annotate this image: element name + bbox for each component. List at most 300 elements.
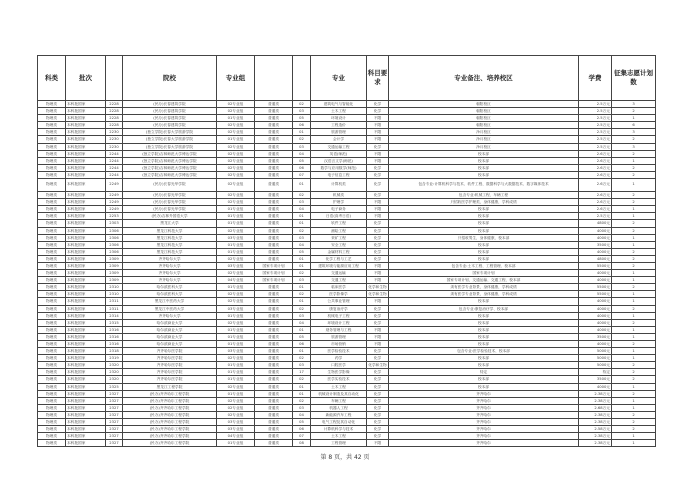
cell-major: 计算机类 bbox=[311, 179, 367, 192]
cell-major-group: 01专业组 bbox=[217, 333, 255, 340]
cell-school-code: 2306 bbox=[106, 227, 123, 234]
cell-school: 黑龙江科技大学 bbox=[123, 227, 217, 234]
table-row bbox=[38, 220, 656, 227]
cell-major-group: 01专业组 bbox=[217, 390, 255, 397]
cell-subject-requirement: 化学和生物 bbox=[368, 363, 387, 368]
cell-major-type: 普通类 bbox=[255, 312, 293, 319]
cell-major-type: 普通类 bbox=[255, 397, 293, 404]
cell-major-code: 07 bbox=[293, 433, 311, 440]
cell-major-notes: 校本部 bbox=[389, 171, 579, 178]
cell-school: (独立学院)吉林师范大学博达学院 bbox=[123, 171, 217, 178]
table-row bbox=[38, 234, 656, 241]
cell-school-code: 2320 bbox=[106, 362, 123, 369]
cell-subject-type: 物理类 bbox=[38, 136, 66, 143]
cell-major: 市场营销 bbox=[311, 341, 367, 348]
cell-school-code: 2228 bbox=[106, 101, 123, 108]
table-row bbox=[38, 383, 656, 390]
cell-subject-type: 物理类 bbox=[38, 319, 66, 326]
cell-batch: 本科批国家 bbox=[66, 115, 106, 122]
cell-batch: 本科批国家 bbox=[66, 390, 106, 397]
table-row bbox=[38, 277, 656, 284]
cell-school: 齐齐哈尔医学院 bbox=[123, 369, 217, 376]
header-major-code bbox=[293, 56, 311, 101]
cell-major-code: 01 bbox=[293, 348, 311, 355]
cell-batch: 本科批国家 bbox=[66, 122, 106, 129]
cell-major-group: 03专业组 bbox=[217, 234, 255, 241]
cell-major-code: 02 bbox=[293, 227, 311, 234]
header-tuition: 学费 bbox=[579, 56, 612, 101]
cell-major: 土木工程 bbox=[311, 383, 367, 390]
cell-batch: 本科批国家 bbox=[66, 291, 106, 298]
cell-major-type: 普通类 bbox=[255, 108, 293, 115]
cell-major-code: 03 bbox=[293, 362, 311, 369]
cell-plan-count: 1 bbox=[612, 404, 656, 411]
cell-major-code: 01 bbox=[293, 298, 311, 305]
cell-major-group: 02专业组 bbox=[217, 143, 255, 150]
cell-major-notes: 国家专项计划 bbox=[389, 270, 579, 277]
cell-major-code: 01 bbox=[293, 390, 311, 397]
cell-school: 黑龙江中医药大学 bbox=[123, 298, 217, 305]
cell-major-group: 02专业组 bbox=[217, 255, 255, 262]
cell-subject-requirement: 化学 bbox=[367, 319, 389, 326]
cell-school: (民办)长春建筑学院 bbox=[123, 101, 217, 108]
cell-batch: 本科批国家 bbox=[66, 157, 106, 164]
cell-major-group: 01专业组 bbox=[217, 248, 255, 255]
cell-plan-count: 3 bbox=[612, 129, 656, 136]
cell-major-type: 普通类 bbox=[255, 333, 293, 340]
cell-tuition: 4000元 bbox=[579, 277, 612, 284]
cell-plan-count: 1 bbox=[612, 326, 656, 333]
cell-major-notes: 包含专业:康复治疗学、校本部 bbox=[389, 305, 579, 312]
cell-tuition: 2.38万元 bbox=[579, 411, 612, 418]
cell-batch: 本科批国家 bbox=[66, 150, 106, 157]
cell-subject-type: 物理类 bbox=[38, 255, 66, 262]
cell-subject-requirement: 不限 bbox=[367, 199, 389, 206]
cell-subject-requirement: 不限 bbox=[367, 206, 389, 213]
cell-major-group: 01专业组 bbox=[217, 220, 255, 227]
cell-school-code: 2228 bbox=[106, 115, 123, 122]
cell-tuition: 4800元 bbox=[579, 255, 612, 262]
cell-subject-requirement: 化学 bbox=[367, 108, 389, 115]
cell-school-code: 2249 bbox=[106, 179, 123, 192]
cell-major-group: 01专业组 bbox=[217, 376, 255, 383]
cell-major-type: 普通类 bbox=[255, 122, 293, 129]
cell-school: (民办)齐齐哈尔工程学院 bbox=[123, 411, 217, 418]
cell-school-code: 2230 bbox=[106, 129, 123, 136]
cell-major: 财务管理与工程 bbox=[311, 326, 367, 333]
cell-subject-requirement: 化学 bbox=[367, 305, 389, 312]
cell-major-type: 普通类 bbox=[255, 255, 293, 262]
table-row bbox=[38, 262, 656, 269]
cell-major-group: 03专业组 bbox=[217, 348, 255, 355]
cell-major-group: 02专业组 bbox=[217, 404, 255, 411]
cell-school-code: 2316 bbox=[106, 341, 123, 348]
cell-major-notes: 校本部 bbox=[389, 312, 579, 319]
cell-plan-count: 1 bbox=[612, 291, 656, 298]
cell-subject-requirement: 化学 bbox=[367, 101, 389, 108]
cell-school: (独立学院)吉林师范大学博达学院 bbox=[123, 164, 217, 171]
cell-subject-requirement: 化学 bbox=[367, 248, 389, 255]
cell-major-code: 03 bbox=[293, 312, 311, 319]
cell-subject-requirement: 不限 bbox=[367, 341, 389, 348]
cell-tuition: 3500元 bbox=[579, 333, 612, 340]
cell-tuition: 4000元 bbox=[579, 270, 612, 277]
cell-major-group: 02专业组 bbox=[217, 270, 255, 277]
table-row bbox=[38, 319, 656, 326]
cell-school: (民办)齐齐哈尔工程学院 bbox=[123, 397, 217, 404]
cell-tuition: 2.5万元 bbox=[579, 136, 612, 143]
cell-subject-type: 物理类 bbox=[38, 355, 66, 362]
cell-major-type: 普通类 bbox=[255, 362, 293, 369]
cell-major-type: 普通类 bbox=[255, 227, 293, 234]
cell-tuition: 5000元 bbox=[579, 355, 612, 362]
cell-plan-count: 3 bbox=[612, 143, 656, 150]
cell-subject-type: 物理类 bbox=[38, 164, 66, 171]
cell-batch: 本科批国家 bbox=[66, 326, 106, 333]
cell-major: 车辆工程 bbox=[311, 397, 367, 404]
cell-tuition: 待定 bbox=[579, 369, 612, 376]
cell-major-code: 05 bbox=[293, 157, 311, 164]
cell-tuition: 2.5万元 bbox=[579, 115, 612, 122]
cell-major-group: 01专业组 bbox=[217, 284, 255, 291]
cell-major-type: 普通类 bbox=[255, 298, 293, 305]
header-major: 专业 bbox=[311, 56, 367, 101]
cell-major: 建筑电气与智能化 bbox=[311, 101, 367, 108]
cell-major-notes: 须有医学专业背景，身体健康，学科成绩 bbox=[389, 284, 579, 291]
cell-school: 黑龙江科技大学 bbox=[123, 234, 217, 241]
cell-subject-type: 物理类 bbox=[38, 397, 66, 404]
cell-major-group: 02专业组 bbox=[217, 355, 255, 362]
cell-subject-type: 物理类 bbox=[38, 234, 66, 241]
cell-major: 电子商务 bbox=[311, 206, 367, 213]
cell-major-type: 普通类 bbox=[255, 404, 293, 411]
cell-subject-type: 物理类 bbox=[38, 157, 66, 164]
table-row bbox=[38, 326, 656, 333]
table-row bbox=[38, 419, 656, 426]
table-row bbox=[38, 199, 656, 206]
cell-subject-requirement: 化学 bbox=[367, 348, 389, 355]
cell-major: 土木工程 bbox=[311, 108, 367, 115]
cell-major-code: 04 bbox=[293, 150, 311, 157]
table-row bbox=[38, 404, 656, 411]
page-footer: 第 8 页，共 42 页 bbox=[320, 454, 370, 461]
cell-major-notes: 待定 bbox=[389, 369, 579, 376]
cell-subject-requirement: 不限 bbox=[367, 157, 389, 164]
table-row bbox=[38, 164, 656, 171]
table-row bbox=[38, 136, 656, 143]
cell-plan-count: 6 bbox=[612, 122, 656, 129]
cell-major-notes: 包含专业:土木工程、工程管理、校本部 bbox=[389, 262, 579, 269]
cell-major: 采矿工程 bbox=[311, 234, 367, 241]
cell-major-notes: 校本部 bbox=[389, 157, 579, 164]
cell-major-group: 02专业组 bbox=[217, 298, 255, 305]
cell-tuition: 4000元 bbox=[579, 341, 612, 348]
cell-major: 交通工程 bbox=[311, 277, 367, 284]
cell-major: 药学 bbox=[311, 355, 367, 362]
cell-tuition: 4000元 bbox=[579, 383, 612, 390]
cell-major: 旅游管理 bbox=[311, 129, 367, 136]
cell-tuition: 5000元 bbox=[579, 362, 612, 369]
cell-major-notes: 校本部 bbox=[389, 341, 579, 348]
cell-plan-count: 2 bbox=[612, 192, 656, 199]
cell-major-code: 06 bbox=[293, 426, 311, 433]
cell-major-code: 01 bbox=[293, 255, 311, 262]
cell-major-notes: 齐齐哈尔 bbox=[389, 419, 579, 426]
cell-major-notes: 校本部 bbox=[389, 362, 579, 369]
cell-plan-count: 2 bbox=[612, 199, 656, 206]
cell-school-code: 2309 bbox=[106, 277, 123, 284]
cell-subject-type: 物理类 bbox=[38, 122, 66, 129]
cell-plan-count: 1 bbox=[612, 115, 656, 122]
cell-plan-count: 1 bbox=[612, 348, 656, 355]
cell-major-group: 02专业组 bbox=[217, 319, 255, 326]
cell-major-code: 02 bbox=[293, 101, 311, 108]
cell-plan-count: 1 bbox=[612, 234, 656, 241]
cell-school: (民办)长春光华学院 bbox=[123, 179, 217, 192]
cell-school: 齐齐哈尔医学院 bbox=[123, 355, 217, 362]
cell-subject-type: 物理类 bbox=[38, 440, 66, 447]
cell-major: 医学实验技术 bbox=[311, 376, 367, 383]
cell-major: 公共事业管理 bbox=[311, 298, 367, 305]
cell-major-notes: 净月校区 bbox=[389, 143, 579, 150]
cell-school-code: 2303 bbox=[106, 220, 123, 227]
cell-tuition: 4000元 bbox=[579, 326, 612, 333]
cell-batch: 本科批国家 bbox=[66, 411, 106, 418]
table-row bbox=[38, 270, 656, 277]
cell-major-group: 02专业组 bbox=[217, 101, 255, 108]
cell-major: 口腔医学 bbox=[311, 362, 367, 369]
cell-subject-type: 物理类 bbox=[38, 376, 66, 383]
cell-major-code: 03 bbox=[293, 143, 311, 150]
table-row bbox=[38, 122, 656, 129]
cell-batch: 本科批国家 bbox=[66, 262, 106, 269]
cell-school-code: 2318 bbox=[106, 348, 123, 355]
cell-tuition: 2.38万元 bbox=[579, 433, 612, 440]
cell-major-type: 普通类 bbox=[255, 348, 293, 355]
cell-school: 黑龙江科技大学 bbox=[123, 248, 217, 255]
cell-school: (民办)齐齐哈尔工程学院 bbox=[123, 440, 217, 447]
cell-major-type: 普通类 bbox=[255, 143, 293, 150]
cell-batch: 本科批国家 bbox=[66, 241, 106, 248]
cell-major-type: 普通类 bbox=[255, 284, 293, 291]
table-body bbox=[38, 101, 656, 447]
cell-school: (民办)齐齐哈尔工程学院 bbox=[123, 426, 217, 433]
cell-major-type: 普通类 bbox=[255, 179, 293, 192]
cell-major: 安全工程 bbox=[311, 241, 367, 248]
cell-major-group: 02专业组 bbox=[217, 129, 255, 136]
cell-major-group: 02专业组 bbox=[217, 383, 255, 390]
cell-major-type: 国家专项计划 bbox=[255, 262, 293, 269]
cell-batch: 本科批国家 bbox=[66, 143, 106, 150]
cell-batch: 本科批国家 bbox=[66, 397, 106, 404]
header-school-code bbox=[106, 56, 123, 101]
cell-school-code: 2309 bbox=[106, 270, 123, 277]
cell-subject-requirement: 化学 bbox=[367, 419, 389, 426]
cell-tuition: 2.38万元 bbox=[579, 440, 612, 447]
cell-school-code: 2327 bbox=[106, 397, 123, 404]
cell-major-notes: 校本部 bbox=[389, 213, 579, 220]
cell-tuition: 2.5万元 bbox=[579, 108, 612, 115]
cell-subject-type: 物理类 bbox=[38, 270, 66, 277]
cell-major-group: 03专业组 bbox=[217, 426, 255, 433]
cell-plan-count: 1 bbox=[612, 433, 656, 440]
cell-major: 护理学 bbox=[311, 199, 367, 206]
header-school: 院校 bbox=[123, 56, 217, 101]
cell-batch: 本科批国家 bbox=[66, 220, 106, 227]
cell-school-code: 2309 bbox=[106, 262, 123, 269]
cell-subject-type: 物理类 bbox=[38, 213, 66, 220]
cell-tuition: 2.58万元 bbox=[579, 426, 612, 433]
cell-major-group: 01专业组 bbox=[217, 341, 255, 348]
table-row bbox=[38, 362, 656, 369]
cell-subject-requirement: 化学 bbox=[367, 255, 389, 262]
cell-plan-count: 1 bbox=[612, 277, 656, 284]
cell-major-code: 02 bbox=[293, 192, 311, 199]
cell-subject-type: 物理类 bbox=[38, 262, 66, 269]
cell-major-type: 普通类 bbox=[255, 157, 293, 164]
cell-subject-requirement: 不限 bbox=[367, 440, 389, 447]
cell-plan-count: 1 bbox=[612, 241, 656, 248]
cell-tuition: 2.6万元 bbox=[579, 164, 612, 171]
cell-major-code: 02 bbox=[293, 397, 311, 404]
cell-subject-type: 物理类 bbox=[38, 404, 66, 411]
cell-batch: 本科批国家 bbox=[66, 171, 106, 178]
cell-plan-count: 1 bbox=[612, 298, 656, 305]
table-row bbox=[38, 426, 656, 433]
cell-tuition: 5500元 bbox=[579, 284, 612, 291]
cell-school-code: 2327 bbox=[106, 390, 123, 397]
cell-subject-type: 物理类 bbox=[38, 227, 66, 234]
cell-major: 环境设计 bbox=[311, 115, 367, 122]
cell-plan-count: 2 bbox=[612, 108, 656, 115]
cell-batch: 本科批国家 bbox=[66, 206, 106, 213]
cell-plan-count: 2 bbox=[612, 390, 656, 397]
cell-school: (民办)齐齐哈尔工程学院 bbox=[123, 419, 217, 426]
table-row bbox=[38, 376, 656, 383]
cell-school: (民办)长春建筑学院 bbox=[123, 122, 217, 129]
cell-subject-requirement: 化学 bbox=[367, 376, 389, 383]
cell-plan-count: 1 bbox=[612, 179, 656, 192]
cell-tuition: 2.38万元 bbox=[579, 397, 612, 404]
cell-school: (独立学院)吉林师范大学博达学院 bbox=[123, 157, 217, 164]
cell-major-notes: 包含专业:计算机科学与技术、软件工程、数据科学与大数据技术、数字媒体技术 bbox=[389, 179, 579, 192]
cell-major-group: 01专业组 bbox=[217, 136, 255, 143]
cell-batch: 本科批国家 bbox=[66, 341, 106, 348]
cell-subject-requirement: 化学 bbox=[367, 383, 389, 390]
cell-tuition: 4000元 bbox=[579, 227, 612, 234]
cell-major-group: 03专业组 bbox=[217, 262, 255, 269]
cell-major-type: 普通类 bbox=[255, 376, 293, 383]
cell-subject-type: 物理类 bbox=[38, 241, 66, 248]
cell-major-type: 普通类 bbox=[255, 383, 293, 390]
cell-school-code: 2253 bbox=[106, 213, 123, 220]
cell-major-code: 02 bbox=[293, 136, 311, 143]
cell-major-code: 01 bbox=[293, 179, 311, 192]
table-row bbox=[38, 241, 656, 248]
cell-major-code: 03 bbox=[293, 199, 311, 206]
cell-major-group: 02专业组 bbox=[217, 108, 255, 115]
table-row bbox=[38, 284, 656, 291]
cell-plan-count: 2 bbox=[612, 319, 656, 326]
cell-subject-type: 物理类 bbox=[38, 341, 66, 348]
cell-school-code: 2320 bbox=[106, 369, 123, 376]
table-row bbox=[38, 355, 656, 362]
cell-subject-type: 物理类 bbox=[38, 129, 66, 136]
table-row bbox=[38, 305, 656, 312]
cell-tuition: 3500元 bbox=[579, 376, 612, 383]
cell-major-notes: 朝阳校区 bbox=[389, 122, 579, 129]
cell-school-code: 2311 bbox=[106, 298, 123, 305]
cell-batch: 本科批国家 bbox=[66, 213, 106, 220]
table-row bbox=[38, 440, 656, 447]
cell-subject-requirement: 化学 bbox=[367, 369, 389, 376]
cell-subject-type: 物理类 bbox=[38, 419, 66, 426]
cell-school: 黑龙江工程学院 bbox=[123, 383, 217, 390]
cell-batch: 本科批国家 bbox=[66, 234, 106, 241]
cell-school-code: 2327 bbox=[106, 433, 123, 440]
table-row bbox=[38, 157, 656, 164]
cell-batch: 本科批国家 bbox=[66, 255, 106, 262]
cell-school-code: 2310 bbox=[106, 284, 123, 291]
cell-school: (民办)齐齐哈尔工程学院 bbox=[123, 433, 217, 440]
cell-subject-type: 物理类 bbox=[38, 171, 66, 178]
cell-subject-type: 物理类 bbox=[38, 326, 66, 333]
cell-major: 英语(师范) bbox=[311, 150, 367, 157]
cell-major-notes: 齐齐哈尔 bbox=[389, 411, 579, 418]
table-row bbox=[38, 248, 656, 255]
cell-batch: 本科批国家 bbox=[66, 362, 106, 369]
cell-major-notes: 国家专项计划，交通运输、交通工程、校本部 bbox=[389, 277, 579, 284]
cell-major-group: 01专业组 bbox=[217, 312, 255, 319]
cell-school: 哈尔滨商业大学 bbox=[123, 319, 217, 326]
cell-major-notes: 净月校区 bbox=[389, 129, 579, 136]
cell-subject-requirement: 化学和生物 bbox=[368, 285, 387, 290]
cell-batch: 本科批国家 bbox=[66, 277, 106, 284]
cell-major-group: 01专业组 bbox=[217, 362, 255, 369]
cell-school-code: 2316 bbox=[106, 333, 123, 340]
cell-school: 黑龙江中医药大学 bbox=[123, 305, 217, 312]
cell-major-group: 04专业组 bbox=[217, 433, 255, 440]
cell-major-group: 01专业组 bbox=[217, 440, 255, 447]
cell-subject-type: 物理类 bbox=[38, 291, 66, 298]
cell-major-code: 17 bbox=[293, 369, 311, 376]
cell-major-group: 04专业组 bbox=[217, 277, 255, 284]
cell-tuition: 2.6万元 bbox=[579, 157, 612, 164]
cell-major-code: 02 bbox=[293, 355, 311, 362]
cell-subject-type: 物理类 bbox=[38, 248, 66, 255]
cell-major: 新能源汽车工程 bbox=[311, 411, 367, 418]
cell-subject-requirement: 化学 bbox=[367, 179, 389, 192]
cell-batch: 本科批国家 bbox=[66, 227, 106, 234]
cell-subject-type: 物理类 bbox=[38, 150, 66, 157]
header-plan-count: 征集志愿计划数 bbox=[612, 56, 656, 101]
cell-major-notes: 朝阳校区 bbox=[389, 101, 579, 108]
cell-school: 齐齐哈尔大学 bbox=[123, 255, 217, 262]
cell-major: 金属材料工程 bbox=[311, 248, 367, 255]
cell-subject-type: 物理类 bbox=[38, 298, 66, 305]
cell-tuition: 4000元 bbox=[579, 312, 612, 319]
cell-school: (民办)长春光华学院 bbox=[123, 206, 217, 213]
cell-major: 机器人工程 bbox=[311, 404, 367, 411]
table-row bbox=[38, 129, 656, 136]
cell-school: 齐齐哈尔医学院 bbox=[123, 362, 217, 369]
cell-major-code: 01 bbox=[293, 383, 311, 390]
cell-batch: 本科批国家 bbox=[66, 129, 106, 136]
cell-subject-requirement: 化学 bbox=[367, 355, 389, 362]
cell-major-code: 06 bbox=[293, 164, 311, 171]
cell-tuition: 4000元 bbox=[579, 319, 612, 326]
cell-batch: 本科批国家 bbox=[66, 312, 106, 319]
